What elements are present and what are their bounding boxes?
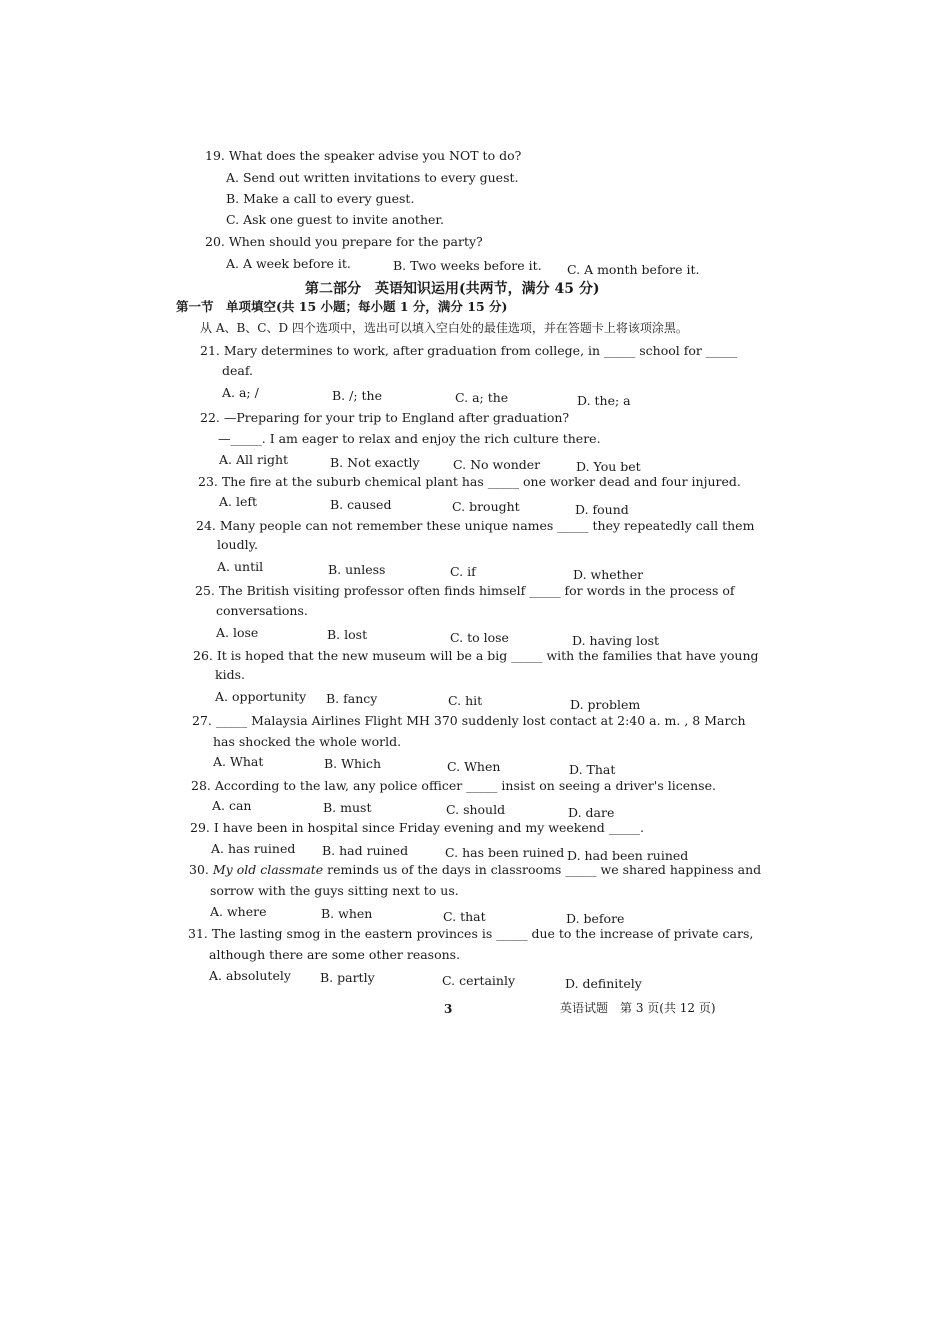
question-28-stem: 28. According to the law, any police officer _____ insist on seeing a driver's license. [191, 778, 716, 793]
question-25-stem: 25. The British visiting professor often finds himself _____ for words in the process of [195, 583, 735, 598]
question-29-option-d: D. had been ruined [567, 848, 689, 863]
question-24-option-d: D. whether [573, 567, 644, 582]
question-23-option-d: D. found [575, 502, 629, 517]
question-27-option-d: D. That [569, 762, 616, 777]
question-31-option-c: C. certainly [442, 973, 516, 988]
question-22-option-a: A. All right [219, 452, 289, 467]
question-20-stem: 20. When should you prepare for the party? [205, 234, 483, 249]
question-24-option-c: C. if [450, 564, 476, 579]
question-23-option-a: A. left [219, 494, 258, 509]
question-26-stem: 26. It is hoped that the new museum will be a big _____ with the families that have young [193, 648, 759, 663]
question-29-option-b: B. had ruined [322, 843, 409, 858]
question-23-option-c: C. brought [452, 499, 520, 514]
question-29-stem: 29. I have been in hospital since Friday evening and my weekend _____. [190, 820, 644, 835]
question-22-option-b: B. Not exactly [330, 455, 420, 470]
question-26-option-c: C. hit [448, 693, 483, 708]
question-25-stem-cont: conversations. [216, 603, 308, 618]
question-31-option-d: D. definitely [565, 976, 642, 991]
question-25-option-b: B. lost [327, 627, 368, 642]
part-2-title: 第二部分 英语知识运用(共两节，满分 45 分) [305, 281, 600, 297]
question-29-option-a: A. has ruined [211, 841, 296, 856]
question-19-option-c: C. Ask one guest to invite another. [226, 212, 444, 227]
question-30-option-a: A. where [210, 904, 267, 919]
italic-phrase: My old classmate [212, 862, 324, 877]
question-27-option-a: A. What [213, 754, 264, 769]
question-24-stem-cont: loudly. [217, 537, 258, 552]
question-30-stem-cont: sorrow with the guys sitting next to us. [210, 883, 459, 898]
question-20-option-a: A. A week before it. [226, 256, 351, 271]
question-27-stem-cont: has shocked the whole world. [213, 734, 402, 749]
question-24-stem: 24. Many people can not remember these unique names _____ they repeatedly call them [196, 518, 755, 533]
question-21-option-d: D. the; a [577, 393, 631, 408]
question-21-stem-cont: deaf. [222, 363, 254, 378]
question-22-option-d: D. You bet [576, 459, 641, 474]
question-29-option-c: C. has been ruined [445, 845, 565, 860]
question-30-option-c: C. that [443, 909, 486, 924]
question-28-option-a: A. can [212, 798, 252, 813]
page-number: 3 [444, 1002, 453, 1016]
question-27-option-c: C. When [447, 759, 501, 774]
question-28-option-d: D. dare [568, 805, 615, 820]
question-24-option-b: B. unless [328, 562, 386, 577]
question-21-option-c: C. a; the [455, 390, 509, 405]
question-25-option-a: A. lose [216, 625, 259, 640]
question-24-option-a: A. until [217, 559, 264, 574]
question-26-option-a: A. opportunity [215, 689, 307, 704]
section-1-title: 第一节 单项填空(共 15 小题；每小题 1 分，满分 15 分) [176, 299, 508, 314]
question-25-option-c: C. to lose [450, 630, 509, 645]
question-22-option-c: C. No wonder [453, 457, 541, 472]
section-1-instruction: 从 A、B、C、D 四个选项中，选出可以填入空白处的最佳选项，并在答题卡上将该项涂黑。 [200, 321, 688, 335]
question-26-option-d: D. problem [570, 697, 641, 712]
question-25-option-d: D. having lost [572, 633, 660, 648]
question-28-option-b: B. must [323, 800, 372, 815]
question-20-option-b: B. Two weeks before it. [393, 258, 542, 273]
footer-label: 英语试题 第 3 页(共 12 页) [560, 1001, 716, 1015]
question-26-option-b: B. fancy [326, 691, 378, 706]
question-28-option-c: C. should [446, 802, 506, 817]
question-22-stem-cont: —_____. I am eager to relax and enjoy the rich culture there. [218, 431, 601, 446]
question-22-stem: 22. —Preparing for your trip to England after graduation? [200, 410, 570, 425]
question-26-stem-cont: kids. [215, 667, 245, 682]
question-30-option-d: D. before [566, 911, 625, 926]
question-31-stem-cont: although there are some other reasons. [209, 947, 461, 962]
question-31-stem: 31. The lasting smog in the eastern provinces is _____ due to the increase of private cars, [188, 926, 754, 941]
question-31-option-b: B. partly [320, 970, 375, 985]
question-30-option-b: B. when [321, 906, 373, 921]
question-23-stem: 23. The fire at the suburb chemical plant has _____ one worker dead and four injured. [198, 474, 741, 489]
question-31-option-a: A. absolutely [209, 968, 291, 983]
question-19-stem: 19. What does the speaker advise you NOT to do? [205, 148, 522, 163]
question-23-option-b: B. caused [330, 497, 392, 512]
question-21-stem: 21. Mary determines to work, after graduation from college, in _____ school for _____ [200, 343, 738, 358]
question-20-option-c: C. A month before it. [567, 262, 700, 277]
question-30-stem: 30. My old classmate reminds us of the days in classrooms _____ we shared happiness and [189, 862, 762, 877]
question-19-option-b: B. Make a call to every guest. [226, 191, 415, 206]
question-21-option-a: A. a; / [222, 385, 259, 400]
question-27-option-b: B. Which [324, 756, 382, 771]
question-19-option-a: A. Send out written invitations to every guest. [226, 170, 519, 185]
question-27-stem: 27. _____ Malaysia Airlines Flight MH 370 suddenly lost contact at 2:40 a. m. , 8 March [192, 713, 746, 728]
question-21-option-b: B. /; the [332, 388, 382, 403]
